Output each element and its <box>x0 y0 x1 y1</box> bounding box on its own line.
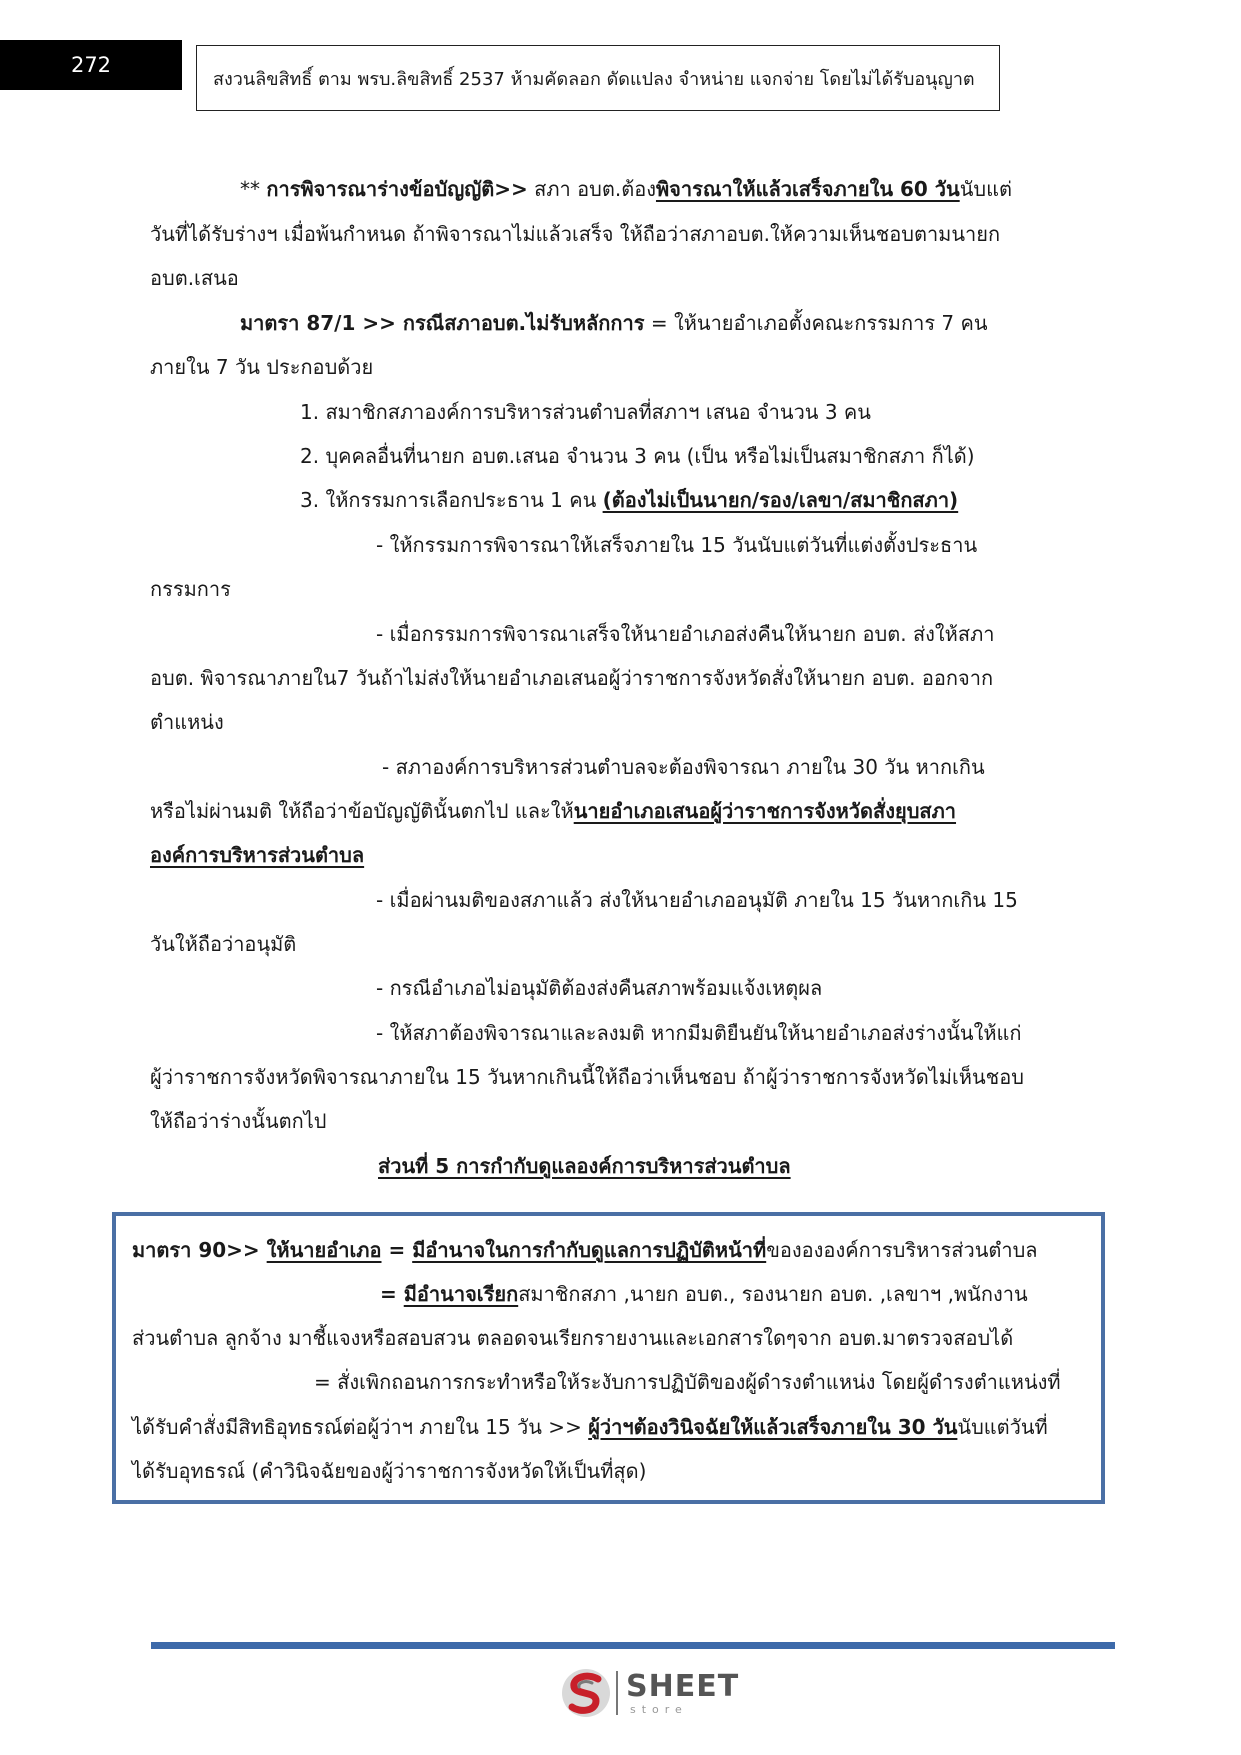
p2-heading: มาตรา 87/1 >> กรณีสภาอบต.ไม่รับหลักการ <box>240 311 645 335</box>
copyright-notice-text: สงวนลิขสิทธิ์ ตาม พรบ.ลิขสิทธิ์ 2537 ห้ามคัดลอก ดัดแปลง จำหน่าย แจกจ่าย โดยไม่ได้รับอนุญาต <box>213 68 975 90</box>
box-line1: มาตรา 90>> ให้นายอำเภอ = มีอำนาจในการกำกับดูแลการปฏิบัติหน้าที่ของององค์การบริหารส่วนตำบล <box>132 1238 1038 1262</box>
p1-line3: อบต.เสนอ <box>150 266 239 290</box>
bullet-4-line1: - เมื่อผ่านมติของสภาแล้ว ส่งให้นายอำเภออนุมัติ ภายใน 15 วันหากเกิน 15 <box>376 888 1018 912</box>
bullet-3-dissolve-cont: องค์การบริหารส่วนตำบล <box>150 843 365 867</box>
bullet-3-dissolve: นายอำเภอเสนอผู้ว่าราชการจังหวัดสั่งยุบสภา <box>573 799 957 823</box>
sheet-store-logo <box>558 1665 740 1721</box>
box-line5: ได้รับคำสั่งมีสิทธิอุทธรณ์ต่อผู้ว่าฯ ภายใน 15 วัน >> ผู้ว่าฯต้องวินิจฉัยให้แล้วเสร็จภายใน 30 วันนับแต่วันที่ <box>132 1415 1048 1439</box>
bullet-6-line2: ผู้ว่าราชการจังหวัดพิจารณาภายใน 15 วันหากเกินนี้ให้ถือว่าเห็นชอบ ถ้าผู้ว่าราชการจังหวัดไม่เห็นชอบ <box>150 1065 1024 1089</box>
p1-deadline: พิจารณาให้แล้วเสร็จภายใน 60 วัน <box>655 177 960 201</box>
box-line6: ได้รับอุทธรณ์ (คำวินิจฉัยของผู้ว่าราชการจังหวัดให้เป็นที่สุด) <box>132 1459 647 1483</box>
footer-rule <box>151 1642 1115 1649</box>
p2-line1: มาตรา 87/1 >> กรณีสภาอบต.ไม่รับหลักการ = ให้นายอำเภอตั้งคณะกรรมการ 7 คน <box>240 311 988 335</box>
bullet-2-line3: ตำแหน่ง <box>150 710 224 734</box>
bullet-6-line3: ให้ถือว่าร่างนั้นตกไป <box>150 1109 327 1133</box>
box-governor-deadline: ผู้ว่าฯต้องวินิจฉัยให้แล้วเสร็จภายใน 30 วัน <box>588 1415 958 1439</box>
box-summon-power: มีอำนาจเรียก <box>403 1282 519 1306</box>
box-oversight-power: มีอำนาจในการกำกับดูแลการปฏิบัติหน้าที่ <box>412 1238 767 1262</box>
bullet-4-line2: วันให้ถือว่าอนุมัติ <box>150 932 297 956</box>
bullet-5-line1: - กรณีอำเภอไม่อนุมัติต้องส่งคืนสภาพร้อมแจ้งเหตุผล <box>376 976 823 1000</box>
logo-subword: store <box>630 1703 688 1716</box>
p1-line1: ** การพิจารณาร่างข้อบัญญัติ>> สภา อบต.ต้องพิจารณาให้แล้วเสร็จภายใน 60 วันนับแต่ <box>240 177 1012 201</box>
copyright-notice <box>196 45 1000 111</box>
bullet-2-line2: อบต. พิจารณาภายใน7 วันถ้าไม่ส่งให้นายอำเภอเสนอผู้ว่าราชการจังหวัดสั่งให้นายก อบต. ออกจาก <box>150 666 994 690</box>
box-district-chief: ให้นายอำเภอ <box>266 1238 382 1262</box>
list-item-2: 2. บุคคลอื่นที่นายก อบต.เสนอ จำนวน 3 คน (เป็น หรือไม่เป็นสมาชิกสภา ก็ได้) <box>300 444 975 468</box>
logo-divider <box>616 1671 618 1715</box>
p1-line2: วันที่ได้รับร่างฯ เมื่อพ้นกำหนด ถ้าพิจารณาไม่แล้วเสร็จ ให้ถือว่าสภาอบต.ให้ความเห็นชอบตามนายก <box>150 222 1001 246</box>
p1-heading: การพิจารณาร่างข้อบัญญัติ>> <box>266 177 528 201</box>
list-item-3: 3. ให้กรรมการเลือกประธาน 1 คน (ต้องไม่เป็นนายก/รอง/เลขา/สมาชิกสภา) <box>300 488 959 512</box>
list-item-1: 1. สมาชิกสภาองค์การบริหารส่วนตำบลที่สภาฯ เสนอ จำนวน 3 คน <box>300 400 871 424</box>
p2-line2: ภายใน 7 วัน ประกอบด้วย <box>150 355 374 379</box>
box-line2: = มีอำนาจเรียกสมาชิกสภา ,นายก อบต., รองนายก อบต. ,เลขาฯ ,พนักงาน <box>380 1282 1028 1306</box>
section-title: ส่วนที่ 5 การกำกับดูแลองค์การบริหารส่วนตำบล <box>378 1154 791 1178</box>
bullet-1-line1: - ให้กรรมการพิจารณาให้เสร็จภายใน 15 วันนับแต่วันที่แต่งตั้งประธาน <box>376 533 978 557</box>
sheet-store-s-icon <box>558 1665 614 1721</box>
logo-word: SHEET <box>626 1669 740 1704</box>
section-90-box <box>112 1212 1105 1504</box>
page-number: 272 <box>0 40 182 90</box>
bullet-3-line1: - สภาองค์การบริหารส่วนตำบลจะต้องพิจารณา ภายใน 30 วัน หากเกิน <box>382 755 985 779</box>
bullet-3-line3 <box>150 840 364 870</box>
box-line3: ส่วนตำบล ลูกจ้าง มาชี้แจงหรือสอบสวน ตลอดจนเรียกรายงานและเอกสารใดๆจาก อบต.มาตรวจสอบได้ <box>132 1326 1014 1350</box>
bullet-1-line2: กรรมการ <box>150 577 231 601</box>
bullet-3-line2: หรือไม่ผ่านมติ ให้ถือว่าข้อบัญญัตินั้นตกไป และให้นายอำเภอเสนอผู้ว่าราชการจังหวัดสั่งยุบสภา <box>150 799 957 823</box>
bullet-6-line1: - ให้สภาต้องพิจารณาและลงมติ หากมีมติยืนยันให้นายอำเภอส่งร่างนั้นให้แก่ <box>376 1021 1022 1045</box>
bullet-2-line1: - เมื่อกรรมการพิจารณาเสร็จให้นายอำเภอส่งคืนให้นายก อบต. ส่งให้สภา <box>376 622 995 646</box>
box-line4: = สั่งเพิกถอนการกระทำหรือให้ระงับการปฏิบัติของผู้ดำรงตำแหน่ง โดยผู้ดำรงตำแหน่งที่ <box>314 1370 1061 1394</box>
list-item-3-condition: (ต้องไม่เป็นนายก/รอง/เลขา/สมาชิกสภา) <box>602 488 959 512</box>
